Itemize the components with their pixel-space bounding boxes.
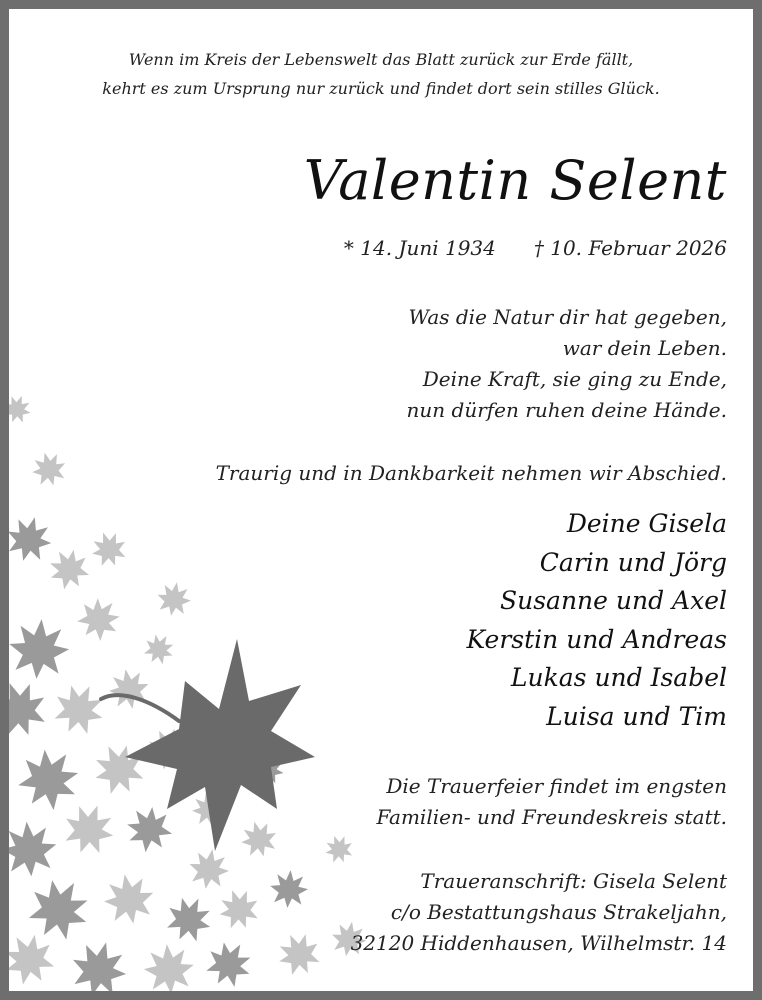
verse-line: Was die Natur dir hat gegeben, bbox=[408, 305, 727, 329]
maple-leaf-icon bbox=[87, 527, 132, 572]
ceremony-line: Die Trauerfeier findet im engsten bbox=[386, 774, 727, 798]
mourner-name: Deine Gisela bbox=[566, 509, 727, 538]
memorial-verse bbox=[407, 302, 727, 426]
maple-leaf-icon bbox=[321, 831, 357, 867]
maple-leaf-icon bbox=[139, 629, 180, 670]
maple-leaf-icon bbox=[237, 817, 281, 861]
mourner-name: Susanne und Axel bbox=[499, 586, 727, 615]
verse-line: Deine Kraft, sie ging zu Ende, bbox=[422, 367, 727, 391]
maple-leaf-icon bbox=[198, 933, 259, 991]
maple-leaf-icon bbox=[213, 883, 264, 934]
maple-leaf-icon bbox=[268, 868, 309, 909]
maple-leaf-icon bbox=[65, 935, 132, 991]
maple-leaf-icon bbox=[18, 868, 100, 950]
maple-leaf-icon bbox=[69, 589, 128, 648]
address-line: Traueranschrift: Gisela Selent bbox=[420, 869, 727, 893]
maple-leaf-icon bbox=[9, 674, 54, 744]
birth-date: * 14. Juni 1934 bbox=[343, 236, 496, 260]
maple-leaf-icon bbox=[271, 926, 327, 982]
mourners-list bbox=[467, 505, 727, 736]
address-line: c/o Bestattungshaus Strakeljahn, bbox=[390, 900, 727, 924]
mourner-name: Carin und Jörg bbox=[539, 547, 727, 577]
maple-leaf-icon bbox=[9, 819, 59, 879]
maple-leaf-icon bbox=[42, 542, 97, 597]
verse-line: war dein Leben. bbox=[562, 336, 727, 360]
motto-line: kehrt es zum Ursprung nur zurück und findet dort sein stilles Glück. bbox=[102, 79, 660, 98]
maple-leaf-icon bbox=[46, 676, 112, 742]
maple-leaf-icon bbox=[142, 942, 196, 991]
maple-leaf-icon bbox=[86, 736, 152, 802]
maple-leaf-icon bbox=[9, 737, 91, 821]
maple-leaf-icon bbox=[154, 579, 193, 618]
memorial-motto bbox=[9, 45, 753, 103]
large-maple-leaf-icon bbox=[101, 639, 315, 851]
deceased-name: Valentin Selent bbox=[303, 149, 727, 212]
death-date: † 10. Februar 2026 bbox=[533, 236, 727, 260]
mourning-address bbox=[351, 866, 727, 959]
motto-line: Wenn im Kreis der Lebenswelt das Blatt zurück zur Erde fällt, bbox=[128, 50, 634, 69]
maple-leaf-icon bbox=[9, 616, 72, 681]
obituary-card bbox=[9, 9, 753, 991]
address-line: 32120 Hiddenhausen, Wilhelmstr. 14 bbox=[350, 931, 727, 955]
mourner-name: Luisa und Tim bbox=[546, 701, 727, 731]
maple-leaf-icon bbox=[9, 925, 63, 991]
maple-leaf-icon bbox=[57, 797, 121, 861]
farewell-line: Traurig und in Dankbarkeit nehmen wir Abschied. bbox=[215, 461, 727, 485]
ceremony-notice bbox=[377, 771, 727, 833]
maple-leaf-icon bbox=[186, 846, 232, 892]
mourner-name: Kerstin und Andreas bbox=[466, 624, 727, 654]
maple-leaf-icon bbox=[106, 666, 152, 712]
maple-leaf-icon bbox=[100, 870, 158, 928]
mourner-name: Lukas und Isabel bbox=[510, 663, 727, 692]
maple-leaf-icon bbox=[28, 448, 70, 490]
maple-leaf-icon bbox=[159, 889, 219, 949]
maple-leaf-icon bbox=[9, 391, 35, 427]
verse-line: nun dürfen ruhen deine Hände. bbox=[406, 398, 727, 422]
maple-leaf-icon bbox=[118, 798, 181, 861]
maple-leaf-icon bbox=[9, 511, 57, 566]
ceremony-line: Familien- und Freundeskreis statt. bbox=[376, 805, 727, 829]
life-dates bbox=[344, 236, 727, 260]
